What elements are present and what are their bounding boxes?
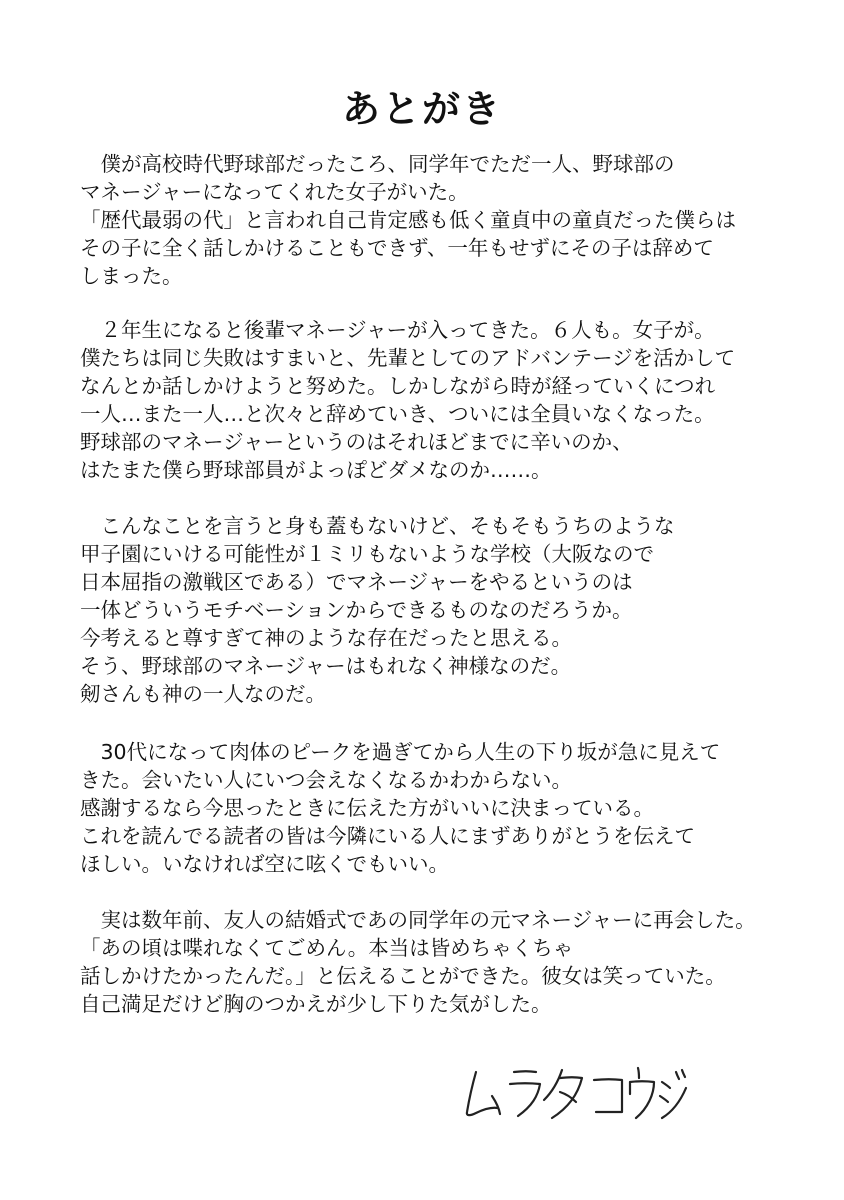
page-title: あとがき bbox=[341, 87, 502, 131]
body-line: はたまた僕ら野球部員がよっぽどダメなのか……。 bbox=[80, 458, 552, 482]
body-line: 30代になって肉体のピークを過ぎてから人生の下り坂が急に見えて bbox=[80, 740, 721, 764]
body-line: その子に全く話しかけることもできず、一年もせずにその子は辞めて bbox=[80, 236, 714, 260]
body-line: 野球部のマネージャーというのはそれほどまでに辛いのか、 bbox=[80, 430, 633, 454]
body-line: 僕たちは同じ失敗はすまいと、先輩としてのアドバンテージを活かして bbox=[80, 346, 736, 370]
body-line: こんなことを言うと身も蓋もないけど、そもそもうちのような bbox=[80, 514, 675, 538]
body-line: 話しかけたかったんだ。」と伝えることができた。彼女は笑っていた。 bbox=[80, 964, 726, 988]
body-line: 甲子園にいける可能性が１ミリもないような学校（大阪なので bbox=[80, 542, 654, 566]
body-line: 今考えると尊すぎて神のような存在だったと思える。 bbox=[80, 626, 572, 650]
body-line: これを読んでる読者の皆は今隣にいる人にまずありがとうを伝えて bbox=[80, 824, 695, 848]
body-line: 日本屈指の激戦区である）でマネージャーをやるというのは bbox=[80, 570, 633, 594]
body-line: 「歴代最弱の代」と言われ自己肯定感も低く童貞中の童貞だった僕らは bbox=[80, 208, 736, 232]
body-line: なんとか話しかけようと努めた。しかしながら時が経っていくにつれ bbox=[80, 374, 716, 398]
body-line: 感謝するなら今思ったときに伝えた方がいいに決まっている。 bbox=[80, 796, 654, 820]
body-line: しまった。 bbox=[80, 264, 183, 288]
handwritten-signature bbox=[462, 1052, 692, 1132]
body-line: マネージャーになってくれた女子がいた。 bbox=[80, 180, 469, 204]
body-line: きた。会いたい人にいつ会えなくなるかわからない。 bbox=[80, 768, 572, 792]
body-line: ２年生になると後輩マネージャーが入ってきた。６人も。女子が。 bbox=[80, 318, 715, 342]
body-line: 自己満足だけど胸のつかえが少し下りた気がした。 bbox=[80, 992, 552, 1016]
body-line: 僕が高校時代野球部だったころ、同学年でただ一人、野球部の bbox=[80, 152, 675, 176]
body-line: そう、野球部のマネージャーはもれなく神様なのだ。 bbox=[80, 654, 572, 678]
body-line: 一体どういうモチベーションからできるものなのだろうか。 bbox=[80, 598, 633, 622]
body-line: ほしい。いなければ空に呟くでもいい。 bbox=[80, 852, 449, 876]
body-line: 実は数年前、友人の結婚式であの同学年の元マネージャーに再会した。 bbox=[80, 908, 756, 932]
body-line: 剱さんも神の一人なのだ。 bbox=[80, 682, 326, 706]
body-line: 一人…また一人…と次々と辞めていき、ついには全員いなくなった。 bbox=[80, 402, 715, 426]
body-line: 「あの頃は喋れなくてごめん。本当は皆めちゃくちゃ bbox=[80, 936, 574, 960]
